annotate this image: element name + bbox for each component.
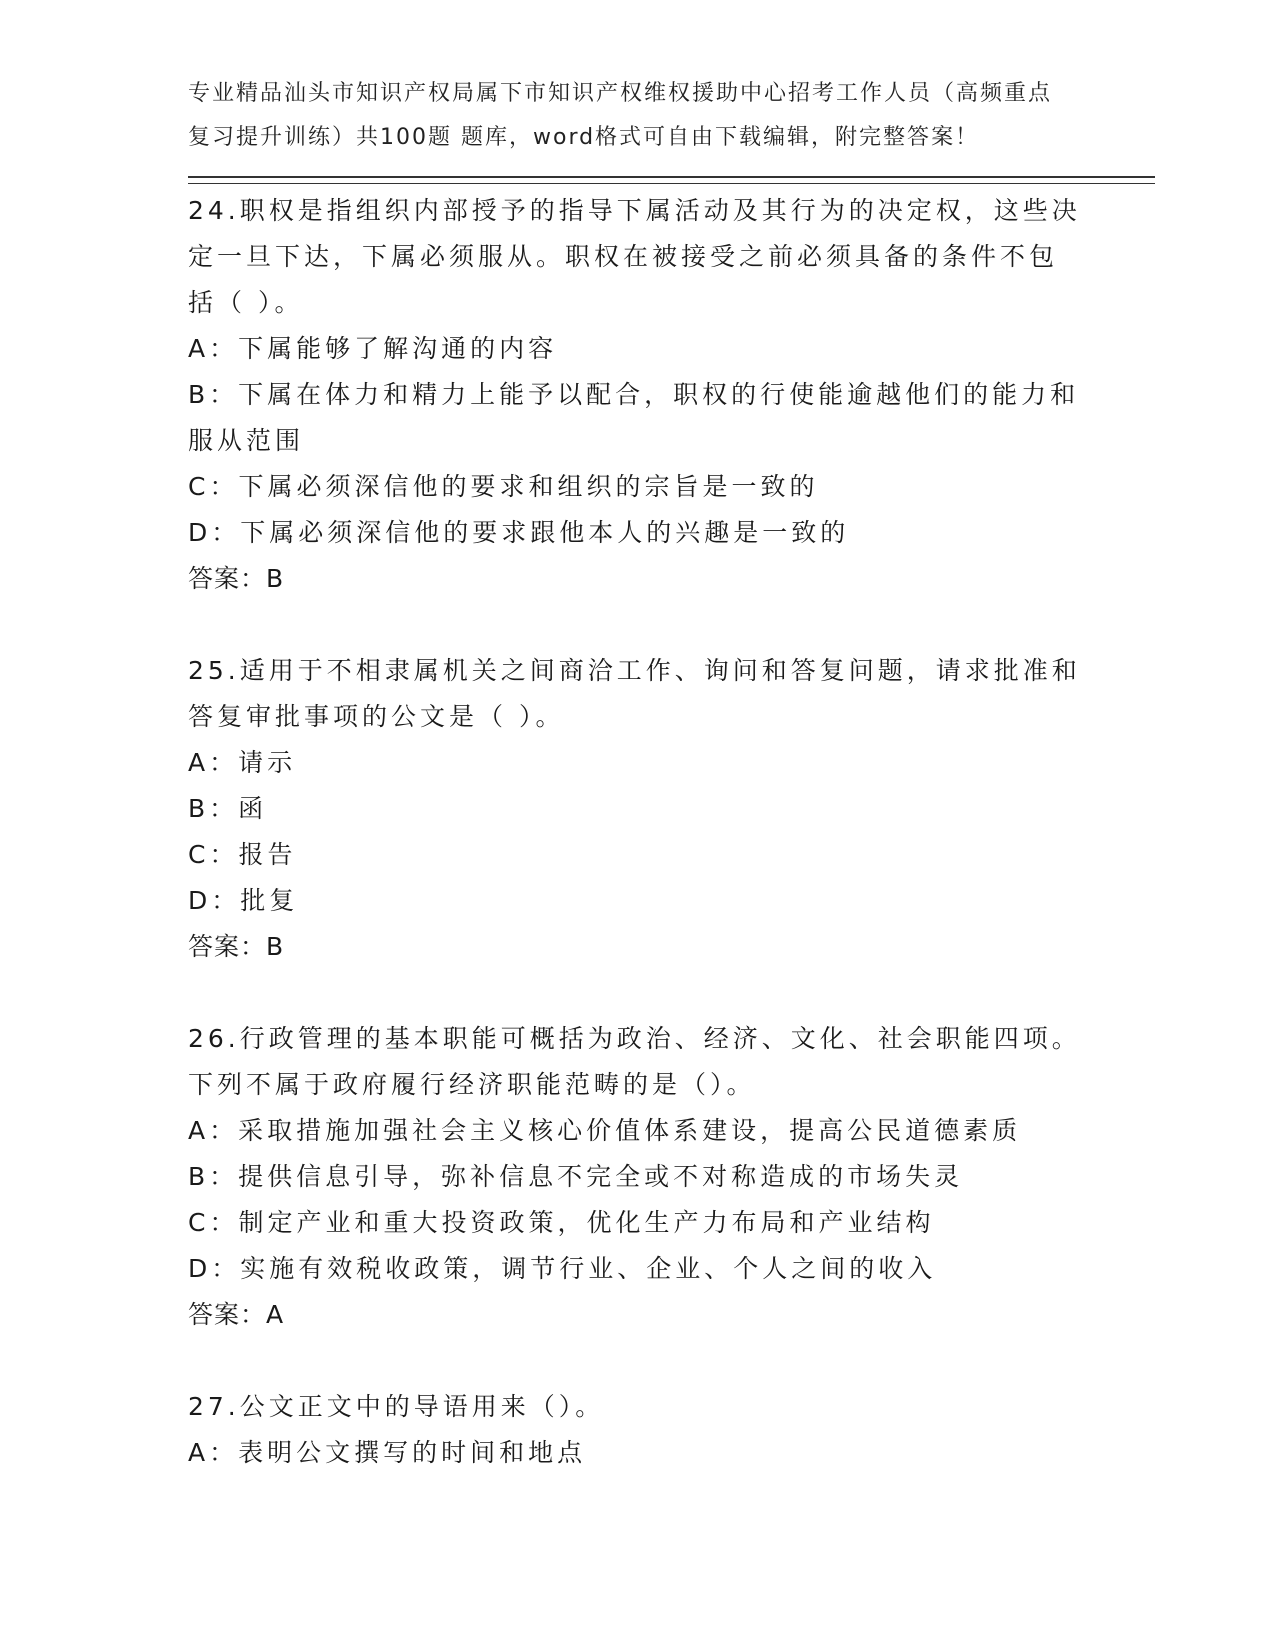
option-a: A：下属能够了解沟通的内容 [188, 334, 558, 363]
question-25 [188, 648, 1088, 970]
answer: 答案：B [188, 932, 285, 961]
option-d: D：批复 [188, 886, 299, 915]
answer: 答案：B [188, 564, 285, 593]
question-stem-line: 括（ ）。 [188, 288, 304, 317]
header-divider [188, 176, 1155, 184]
option-b-continued: 服从范围 [188, 426, 305, 455]
option-c: C：制定产业和重大投资政策，优化生产力布局和产业结构 [188, 1208, 935, 1237]
question-list [188, 188, 1088, 1476]
option-c: C：下属必须深信他的要求和组织的宗旨是一致的 [188, 472, 819, 501]
option-b: B：函 [188, 794, 268, 823]
question-stem-line: 定一旦下达，下属必须服从。职权在被接受之前必须具备的条件不包 [188, 242, 1059, 271]
question-24 [188, 188, 1088, 602]
question-27 [188, 1384, 1088, 1476]
question-spacer [188, 1338, 1088, 1384]
question-stem-line: 下列不属于政府履行经济职能范畴的是（）。 [188, 1070, 756, 1099]
question-stem-line: 24.职权是指组织内部授予的指导下属活动及其行为的决定权，这些决 [188, 196, 1081, 225]
option-b: B：提供信息引导，弥补信息不完全或不对称造成的市场失灵 [188, 1162, 964, 1191]
option-d: D：实施有效税收政策，调节行业、企业、个人之间的收入 [188, 1254, 937, 1283]
option-a: A：采取措施加强社会主义核心价值体系建设，提高公民道德素质 [188, 1116, 1022, 1145]
question-stem-line: 答复审批事项的公文是（ ）。 [188, 702, 565, 731]
option-d: D：下属必须深信他的要求跟他本人的兴趣是一致的 [188, 518, 850, 547]
question-26 [188, 1016, 1088, 1338]
header-title-line-1: 专业精品汕头市知识产权局属下市知识产权维权援助中心招考工作人员（高频重点 [188, 81, 1053, 106]
option-c: C：报告 [188, 840, 297, 869]
document-header [188, 72, 1088, 160]
option-b: B：下属在体力和精力上能予以配合，职权的行使能逾越他们的能力和 [188, 380, 1080, 409]
header-title-line-2: 复习提升训练）共100题 题库，word格式可自由下载编辑，附完整答案！ [188, 125, 980, 150]
question-stem-line: 25.适用于不相隶属机关之间商洽工作、询问和答复问题，请求批准和 [188, 656, 1081, 685]
question-spacer [188, 602, 1088, 648]
question-spacer [188, 970, 1088, 1016]
question-stem-line: 27.公文正文中的导语用来（）。 [188, 1392, 605, 1421]
option-a: A：请示 [188, 748, 297, 777]
answer: 答案：A [188, 1300, 285, 1329]
question-stem-line: 26.行政管理的基本职能可概括为政治、经济、文化、社会职能四项。 [188, 1024, 1081, 1053]
option-a: A：表明公文撰写的时间和地点 [188, 1438, 587, 1467]
